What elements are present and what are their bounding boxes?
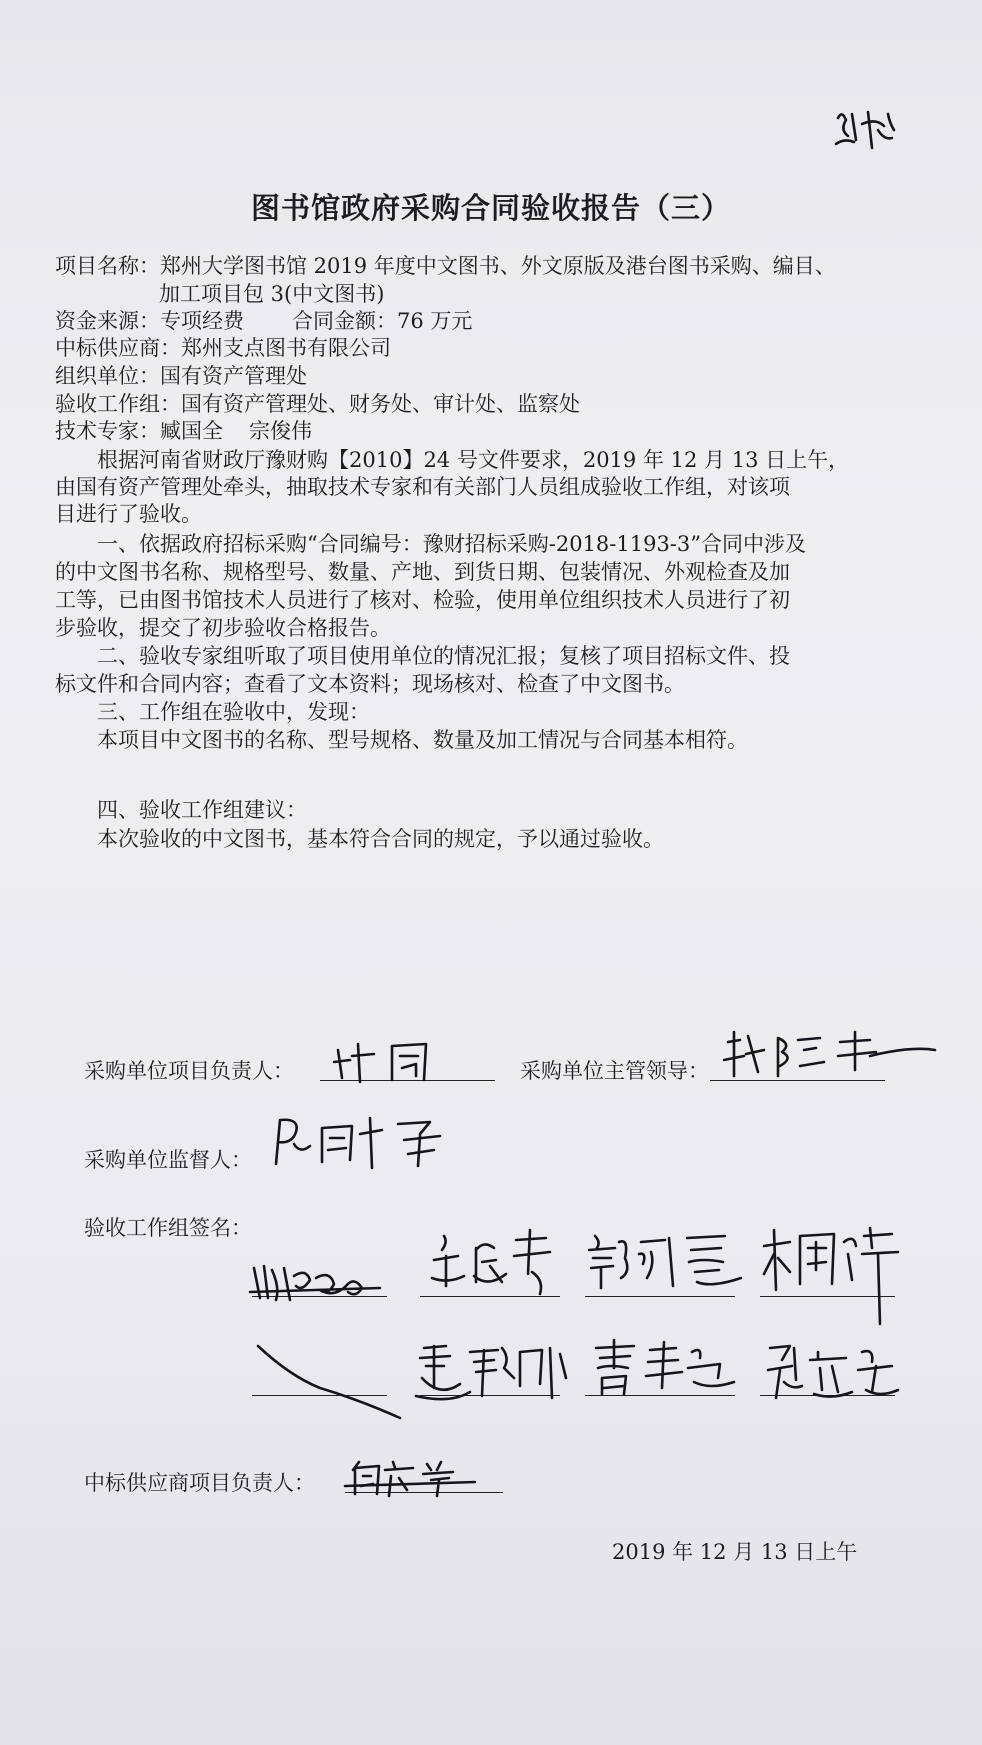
section1-line-2: 的中文图书名称、规格型号、数量、产地、到货日期、包装情况、外观检查及加 bbox=[55, 560, 790, 584]
group-signature-4 bbox=[760, 1224, 920, 1334]
project-lead-signature bbox=[330, 1038, 450, 1084]
group-signature-2 bbox=[424, 1226, 574, 1300]
supplier-lead-signature bbox=[345, 1456, 495, 1500]
section2-line-2: 标文件和合同内容；查看了文本资料；现场核对、检查了中文图书。 bbox=[55, 672, 685, 696]
project-line-1: 项目名称：郑州大学图书馆 2019 年度中文图书、外文原版及港台图书采购、编目、 bbox=[55, 254, 836, 278]
handwritten-corner-note bbox=[832, 100, 902, 160]
report-date: 2019 年 12 月 13 日上午 bbox=[612, 1540, 858, 1564]
fund-line: 资金来源：专项经费 合同金额：76 万元 bbox=[55, 309, 473, 333]
section1-line-1: 一、依据政府招标采购“合同编号：豫财招标采购-2018-1193-3”合同中涉及 bbox=[97, 532, 807, 556]
expert-line: 技术专家：臧国全 宗俊伟 bbox=[55, 419, 312, 443]
section3-line-1: 三、工作组在验收中，发现： bbox=[97, 700, 370, 724]
supplier-lead-label: 中标供应商项目负责人： bbox=[84, 1471, 315, 1495]
section4-line-1: 四、验收工作组建议： bbox=[97, 798, 307, 822]
supervisor-label: 采购单位监督人： bbox=[84, 1148, 252, 1172]
group-signature-1 bbox=[250, 1258, 390, 1304]
section4-line-2: 本次验收的中文图书，基本符合合同的规定，予以通过验收。 bbox=[97, 827, 664, 851]
director-signature bbox=[720, 1026, 940, 1086]
intro-line-2: 由国有资产管理处牵头，抽取技术专家和有关部门人员组成验收工作组，对该项 bbox=[55, 475, 790, 499]
project-lead-label: 采购单位项目负责人： bbox=[84, 1059, 294, 1083]
supplier-line: 中标供应商：郑州支点图书有限公司 bbox=[55, 336, 391, 360]
group-signature-7 bbox=[590, 1338, 740, 1402]
group-signature-3 bbox=[585, 1228, 745, 1296]
director-label: 采购单位主管领导： bbox=[520, 1059, 709, 1083]
intro-line-1: 根据河南省财政厅豫财购【2010】24 号文件要求，2019 年 12 月 13 日上午， bbox=[97, 448, 850, 472]
group-signature-8 bbox=[762, 1340, 902, 1404]
section2-line-1: 二、验收专家组听取了项目使用单位的情况汇报；复核了项目招标文件、投 bbox=[97, 644, 790, 668]
page-title: 图书馆政府采购合同验收报告（三） bbox=[250, 191, 731, 225]
supervisor-signature bbox=[270, 1110, 470, 1172]
group-signature-5 bbox=[250, 1340, 410, 1420]
section3-line-2: 本项目中文图书的名称、型号规格、数量及加工情况与合同基本相符。 bbox=[97, 728, 748, 752]
group-signature-6 bbox=[410, 1338, 580, 1408]
section1-line-4: 步验收，提交了初步验收合格报告。 bbox=[55, 616, 391, 640]
section1-line-3: 工等，已由图书馆技术人员进行了核对、检验，使用单位组织技术人员进行了初 bbox=[55, 588, 790, 612]
org-line: 组织单位：国有资产管理处 bbox=[55, 364, 307, 388]
project-line-2: 加工项目包 3(中文图书) bbox=[159, 282, 385, 306]
group-sign-label: 验收工作组签名： bbox=[84, 1216, 252, 1240]
group-line: 验收工作组：国有资产管理处、财务处、审计处、监察处 bbox=[55, 392, 580, 416]
intro-line-3: 目进行了验收。 bbox=[55, 502, 202, 526]
group-sign-line-3 bbox=[585, 1296, 735, 1297]
